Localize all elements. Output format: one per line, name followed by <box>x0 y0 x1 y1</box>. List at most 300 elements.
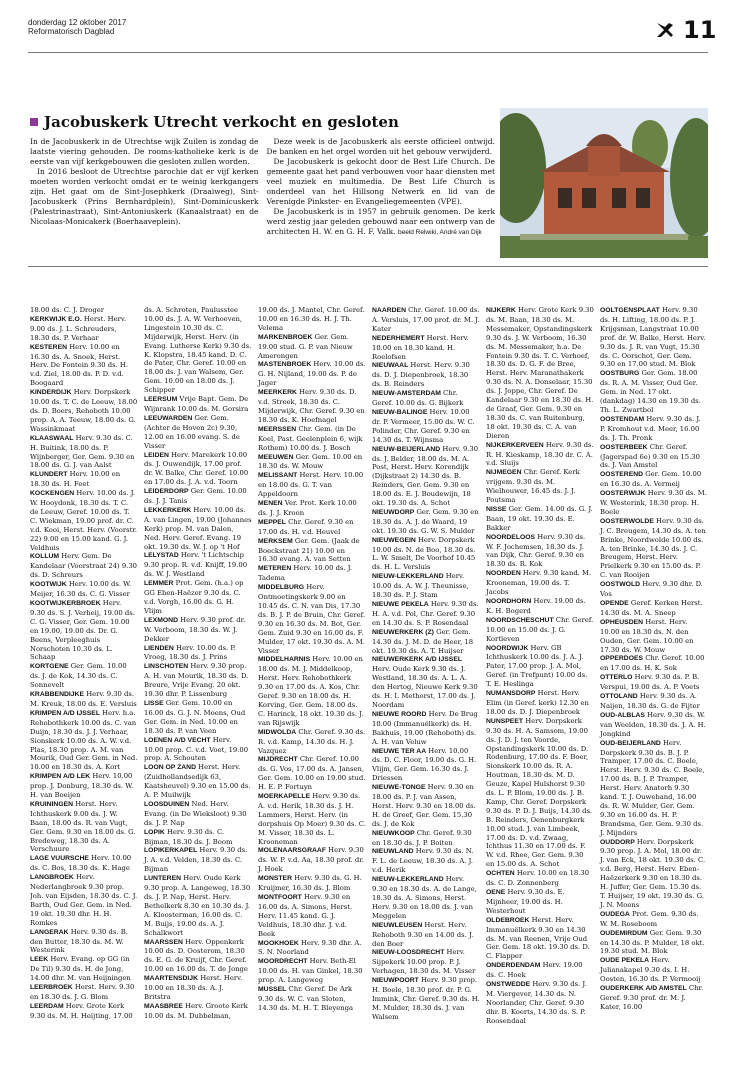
listing-place: MIDDELHARNIS <box>258 656 311 664</box>
service-listing <box>258 939 366 958</box>
service-listing <box>486 533 594 570</box>
listing-place: ONSTWEDDE <box>486 981 531 989</box>
listing-text: Ger. Gem. (Achter de Hoven 2c) 9.30, 12.00 en 16.00 evang. S. de Visser <box>144 413 240 450</box>
listing-place: OUDEGA <box>600 910 630 918</box>
service-listing <box>600 692 708 711</box>
service-listing <box>486 689 594 717</box>
service-listing <box>600 654 708 673</box>
article-headline <box>30 113 399 132</box>
page-header-info <box>28 18 126 36</box>
listing-place: MERKSEM <box>258 537 293 545</box>
listing-place: KOLLUM <box>30 553 60 561</box>
listing-text: Herv. 19.00 ds. K. H. Bogerd <box>486 597 586 615</box>
listing-place: MOERKAPELLE <box>258 793 311 801</box>
listing-place: NOORDWIJK <box>486 644 529 652</box>
listing-text: Herv. 10.00 ds. W. Meijer, 16.30 ds. C. G. Visser <box>30 580 132 599</box>
listing-place: NIEUW-LEKKERLAND <box>372 573 444 581</box>
listing-text: Herst. Herv. Ichthuskerk 9.00 ds. J. W. Baan, 18.00 ds. R. van Vugt, Ger. Gem. 9.30 en 18.00 ds. G. Bredeweg, 18.30 ds. A. Verschuure <box>30 799 136 854</box>
listing-text: Herv. 9.30 ds. A. Naijen, 18.30 ds. G. de Fijter <box>600 692 700 710</box>
service-listing <box>30 662 138 690</box>
service-listing <box>258 499 366 518</box>
listing-place: MUSSEL <box>258 986 287 994</box>
service-listing <box>486 505 594 533</box>
listing-place: MOORDRECHT <box>258 958 308 966</box>
listing-place: OOLTGENSPLAAT <box>600 307 660 314</box>
listing-place: OPPERDOES <box>600 655 644 663</box>
article-body <box>30 137 495 257</box>
listing-text: Herv. 9.30 prop. A. H. van Mourik, 18.30 ds. D. Breure, Vrije Evang. 20 okt. 19.30 dhr. P. Lissenburg <box>144 662 249 699</box>
listing-text: Herv. Sijpekerk 10.00 prop. P. J. Verhagen, 18.30 ds. M. Visser <box>372 948 476 976</box>
listing-place: MELISSANT <box>258 472 298 480</box>
service-listing <box>258 453 366 472</box>
service-listing <box>144 414 252 451</box>
listing-place: LOOSDUINEN <box>144 800 190 808</box>
service-listing <box>258 957 366 985</box>
listing-place: OCHTEN <box>486 870 515 878</box>
listing-place: NIEUWLAND <box>372 848 414 856</box>
article-title: Jacobuskerk Utrecht verkocht en gesloten <box>44 113 399 131</box>
service-listing <box>30 772 138 800</box>
article-paragraph: De Jacobuskerk is gekocht door de Best Life Church. De gemeente gaat het pand verbouwen voor haar diensten met veel muziek en multimedia. De Best Life Church is onderdeel van het Hillsong Netwerk en lid van de Verenigde Pinkster- en Evangeliegemeenten (VPE). <box>266 157 495 206</box>
listing-place: KRUININGEN <box>30 800 74 808</box>
listing-text: Herv. 9.30 en 18.30 ds. A. de Lange, 18.30 ds. A. Simons, Herst. Herv. 9.30 en 18.00 ds. J. van Meggelen <box>372 875 477 920</box>
service-listing <box>144 644 252 663</box>
service-listing <box>486 869 594 888</box>
listing-text: Herv. 9.30 ds. M. W. Westerink, 18.30 prop. H. Boele <box>600 489 707 516</box>
service-listing <box>258 518 366 537</box>
listing-text: Herv. Evang. op GG (in De Til) 9.30 ds. H. de Jong, 14.00 dhr. M. van Heijningen <box>30 955 131 983</box>
listing-text: Herv. 10.00 ds. C. Bos, 18.30 ds. K. Hage <box>30 854 132 873</box>
service-listing <box>486 916 594 962</box>
listing-place: NIJKERKERVEEN <box>486 441 544 449</box>
listing-place: NIEUWE TER AA <box>372 747 427 755</box>
service-listing <box>372 628 480 656</box>
service-listing <box>600 470 708 489</box>
listing-text: Herv. Gem. De Kandelaar (Voorstraat 24) 9.30 ds. D. Schreurs <box>30 552 137 580</box>
listing-text: Ger. Gem. 18.00 ds. R. A. M. Visser, Oud Ger. Gem. in Ned. 17 okt. (dankdag) 14.30 en 19.30 ds. Th. L. Zwartbol <box>600 369 701 414</box>
listing-text: Herv. GB Ichthuskerk 10.00 ds. J. A. J. Pater, 17.00 prop. J. A. Mol, Geref. (in Trefpunt) 10.00 ds. T. E. Heslinga <box>486 643 588 689</box>
service-listing <box>144 846 252 874</box>
service-listing <box>372 847 480 875</box>
listing-place: NIEUWERKERK (Z) <box>372 628 434 636</box>
listing-place: NEDERHEMERT <box>372 334 425 342</box>
listing-text: Ned. Herv. Evang. (in De Wieksloot) 9.30 ds. J. P. Nap <box>144 799 247 827</box>
service-listing <box>372 508 480 536</box>
listing-place: OENE <box>486 889 506 896</box>
listing-text: Herv. 10.00 en 18.00 ds. M. J. Middelkoop, Herst. Herv. Rehobothkerk 9.30 en 17.00 ds. A. Kos, Chr. Geref. 9.30 en 18.00 ds. H. Korving, Ger. Gem. 18.00 ds. C. Harinck, 18 okt. 19.30 ds. J. van Rijswijk <box>258 655 364 727</box>
listing-place: NIEUWAAL <box>372 362 409 370</box>
listing-text: Herv. 9.30 ds. C. Bijman, 18.30 ds. J. Boom <box>144 827 233 846</box>
service-listing <box>144 828 252 847</box>
service-listing <box>258 728 366 756</box>
listing-text: Chr. Geref. 9.30 en 18.30 ds. J. P. Boiten <box>372 828 472 847</box>
listing-text: Herv. Dorpskerk 10.00 ds. T. C. de Leeuw, 18.00 ds. D. Boers, Rehoboth 10.00 prop. A. A. Teeuw, 18.00 ds. G. Wassinkmaat <box>30 388 138 433</box>
service-listing <box>486 597 594 616</box>
service-listing <box>372 334 480 362</box>
listing-text: Ger. Gem. (Jaak de Boeckstraat 21) 10.00 en 16.30 evang. A. van Setten <box>258 536 360 564</box>
service-listing <box>144 974 252 1002</box>
service-listing <box>486 888 594 916</box>
listing-text: Herv. 9.30 ds. D. v.d. Streek, 18.30 ds. C. Mijderwijk, Chr. Geref. 9.30 en 18.30 ds. K. Hoefnagel <box>258 388 365 424</box>
listing-place: MAASBREE <box>144 1002 183 1010</box>
listing-text: Prot. Gem. (h.a.) op GG Eben-Haëzer 9.30 ds. C. v.d. Vorgh, 16.00 ds. G. H. Vlijm <box>144 579 244 615</box>
service-listing <box>258 564 366 583</box>
service-listing <box>258 333 366 361</box>
listing-place: LIENDEN <box>144 644 174 652</box>
service-listing <box>372 445 480 508</box>
service-listing <box>600 489 708 517</box>
listing-place: NISSE <box>486 505 507 513</box>
listing-text: Herv. 10.00 dr. P. Vermeer, 15.00 ds. W. C. Polinder, Chr. Geref. 9.30 en 14.30 ds. T. Wijnsma <box>372 407 475 444</box>
service-listing <box>144 579 252 616</box>
service-listing <box>372 389 480 408</box>
service-listing <box>258 792 366 846</box>
service-listing <box>372 875 480 921</box>
listing-text: Herv. 10.00 prop. C. v.d. Voet, 19.00 prop. A. Schouten <box>144 735 249 763</box>
listing-place: METEREN <box>258 565 292 573</box>
listing-text: Ger. Gem. 10.00 en 16.00 ds. G. J. N. Moens, Oud Ger. Gem. in Ned. 10.00 en 18.30 ds. P. van Veen <box>144 698 246 735</box>
listing-text: Herv. Julianakapel 9.30 ds. I. H. Oosten, 16.30 ds. P. Vermooij <box>600 956 701 984</box>
listing-text: Herv. Oppenkerk 10.00 ds. D. Oosterom, 18.30 ds. E. G. de Kruijf, Chr. Geref. 10.00 en 16.00 ds. T. de Jonge <box>144 937 248 974</box>
service-listing <box>486 569 594 597</box>
service-listing <box>258 985 366 1013</box>
listing-place: OOSTEREND <box>600 471 644 479</box>
listing-text: Herv. 9.30 ds. R. H. Kieskamp, 18.30 dr. C. A. v.d. Sluijs <box>486 440 594 468</box>
article-paragraph: In de Jacobuskerk in de Utrechtse wijk Zuilen is zondag de laatste viering gehouden. De rooms-katholieke kerk is de eerste van vijf kerkgebouwen die gesloten zullen worden. <box>30 137 259 166</box>
listing-place: LEIDEN <box>144 451 169 459</box>
service-listing <box>144 551 252 579</box>
service-listing <box>30 489 138 552</box>
listing-text: Chr. Geref. 9.30 en 17.00 ds. H. v.d. Heuvel <box>258 517 354 536</box>
service-listing <box>144 395 252 414</box>
service-listing <box>30 983 138 1002</box>
listing-text: Herst. Herv. 9.30 en 18.30 ds. J. G. Blom <box>30 983 135 1001</box>
listing-place: LEERSUM <box>144 396 178 404</box>
article-divider <box>28 266 708 267</box>
listing-place: LELYSTAD <box>144 552 179 560</box>
listing-text: Herv. 10.00 ds. A. van Lingen, 19.00 (Johannes Kerk) prop. M. van Dalen, Ned. Herv. Geref. Evang. 19 okt. 19.30 ds. W. J. op 't Hof <box>144 505 252 551</box>
listing-place: LANGERAK <box>30 928 69 936</box>
service-listing <box>486 717 594 869</box>
listing-text: Ger. Gem. 19.00 stud. G. P. van Nieuw Amerongen <box>258 332 353 360</box>
listing-text: Chr. Geref. (Jagerspad 6e) 9.30 en 15.30 ds. J. Van Amstel <box>600 442 700 470</box>
listing-place: OOSTENDAM <box>600 415 645 423</box>
service-listing <box>372 783 480 829</box>
listing-text: Herv. 9.30 ds. J. P. Kromhout v.d. Meer, 16.00 ds. J. Th. Pronk <box>600 414 701 442</box>
listing-place: NIEUW-AMSTERDAM <box>372 390 441 398</box>
service-listing <box>372 655 480 709</box>
listing-place: MIDWOLDA <box>258 728 297 736</box>
listing-place: NIJKERK <box>486 307 516 314</box>
listing-text: Herv. 10.00 prop. J. Donburg, 18.30 ds. W. H. van Boeijen <box>30 772 134 800</box>
listing-place: KOOTWIJKERBROEK <box>30 600 101 607</box>
service-listing <box>144 506 252 552</box>
listing-place: LINSCHOTEN <box>144 663 189 671</box>
service-listing <box>372 361 480 389</box>
listing-place: KRABBENDIJKE <box>30 691 85 699</box>
listing-text: Herv. 10.00 ds. D. C. Floor, 19.00 ds. G. H. Vlijm, Ger. Gem. 16.30 ds. J. Driessen <box>372 746 477 783</box>
listing-text: Herv. 9.30 ds. A. v.d. Herik, 18.30 ds. J. H. Lammers, Herst. Herv. (in dorpshuis Op Moer) 9.30 ds. C. M. Visser, 18.30 ds. L. Krooneman <box>258 792 366 846</box>
listing-place: NIEUW-LEKKERLAND <box>372 876 444 884</box>
listing-text: Ger. Gem. 10.00 en 16.30 ds. A. Vermeij <box>600 470 702 489</box>
listing-text: Herv. 9.30 ds. M. Kreuk, 18.00 ds. E. Versluis <box>30 690 137 708</box>
service-listing <box>144 699 252 736</box>
listing-text: Chr. Geref. De Ark 9.30 ds. W. C. van Sloten, 14.30 ds. M. H. T. Bleyenga <box>258 985 353 1012</box>
listing-place: NAARDEN <box>372 307 406 314</box>
service-listing <box>258 874 366 893</box>
listing-text: Herv. Oude Kerk 9.30 ds. J. Westland, 18.30 ds. A. L. A. den Hertog, Nieuwe Kerk 9.30 ds. H. I. Methorst, 17.00 ds. J. Noordam <box>372 665 478 709</box>
listing-text: Chr. Geref. 10.00 en 17.00 ds. H. K. Sok <box>600 654 705 673</box>
listing-place: NIEUWE ROORD <box>372 710 427 718</box>
listing-place: OTTERLO <box>600 674 633 682</box>
listing-place: ONDERDENDAM <box>486 962 541 970</box>
listing-text: Herv. 9.30 ds. J. Belder, 18.00 ds. M. A. Post, Herst. Herv. Korendijk (Dijkstraat 2) 14.30 ds. B. Reinders, Ger. Gem. 9.30 en 18.00 ds. E. J. Boudewijn, 18 okt. 19.30 ds. A. Schot <box>372 444 479 508</box>
service-listing <box>600 711 708 739</box>
service-listing <box>486 441 594 469</box>
listing-text: Chr. Geref. 10.00 ds. A. Versluis, 17.00 prof. dr. M. J. Kater <box>372 306 480 333</box>
listing-place: MARKENBROEK <box>258 333 313 341</box>
service-listing <box>258 655 366 727</box>
service-listing <box>600 369 708 415</box>
listing-text: Herst. Herv. 10.00 en 18.00 ds. G. T. van Appeldoorn <box>258 471 364 499</box>
listing-place: LOON OP ZAND <box>144 764 196 772</box>
listing-text: Herv. 9.30 ds. W. van Weelden, 18.30 ds. J. A. H. Jongkind <box>600 710 706 738</box>
listing-place: NIEUWKOOP <box>372 829 415 837</box>
listing-place: KRIMPEN A/D LEK <box>30 773 91 781</box>
listing-place: MEERSSEN <box>258 425 297 433</box>
listing-text: Geref. Kerken Herst. 14.30 ds. M. A. Sneep <box>600 599 703 617</box>
listing-place: LOPIK <box>144 828 165 836</box>
listing-text: Prot. Gem. 9.30 ds. W. M. Roseboom <box>600 909 699 928</box>
listing-text: Herst. Herv. (Zuidhollandsedijk 63, Kaatsheuvel) 9.30 en 15.00 ds. A. P. Muilwijk <box>144 763 251 800</box>
listing-text: Herst. Herv. Rehoboth 9.30 en 14.00 ds. J. den Boer <box>372 920 474 948</box>
listing-text: Chr. Gem. (in De Koel, Past. Geelenplein 6, wijk Rothem) 10.00 ds. J. Bosch <box>258 424 363 452</box>
church-photo <box>500 108 708 258</box>
service-listing <box>600 306 708 369</box>
listing-place: OOSTERWIJK <box>600 490 646 498</box>
listing-text: Chr. Geref. Kerk vrijgem. 9.30 ds. M. Wielhouwer, 16.45 ds. J. J. Poutsma <box>486 468 580 505</box>
listing-text: Ger. Gem. 14.30 ds. J. M. D. de Heer, 18 okt. 19.30 ds. A. T. Huijser <box>372 627 474 655</box>
article-paragraph-text: De Jacobuskerk is in 1957 in gebruik genomen. De kerk werd zestig jaar geleden gebouwd naar een ontwerp van de architecten H. W. en G. H. F. Valk. <box>266 207 495 236</box>
listing-place: LEIDERDORP <box>144 488 189 496</box>
listing-place: OUDDORP <box>600 838 635 846</box>
service-listing <box>372 600 480 628</box>
service-listing <box>600 739 708 838</box>
service-listing <box>486 644 594 690</box>
service-listing <box>600 443 708 471</box>
service-listing <box>372 306 480 334</box>
listing-text: Ger. Gem. 10.00 ds. J. de Kok, 14.30 ds. C. Sonnevelt <box>30 662 127 690</box>
listing-text: 18.00 ds. C. J. Droger <box>30 306 104 314</box>
listing-text: Ger. Gem. 10.00 ds. J. J. Tanis <box>144 487 247 506</box>
listing-place: MEEUWEN <box>258 453 294 461</box>
service-listing <box>486 961 594 980</box>
newspaper-name: Reformatorisch Dagblad <box>28 27 115 36</box>
listing-place: NUMANSDORP <box>486 690 536 698</box>
listing-text: Vrije Bapt. Gem. De Wijnrank 10.00 ds. M. Gorsira <box>144 395 249 413</box>
service-listing <box>372 536 480 573</box>
listing-place: MAARTENSDIJK <box>144 975 199 983</box>
service-listing <box>144 451 252 488</box>
listing-text: Herv. 10.00 ds. J. W. Hooydonk, 18.30 ds. T. C. de Leeuw, Geref. 10.00 ds. T. C. Wiekman, 19.00 prof. dr. C. v.d. Kooi, Herst. Herv. (Voorstr. 22) 9.00 en 15.00 kand. G. J. Veldhuis <box>30 489 137 552</box>
listing-text: Herv. 9.30 ds. J. A. v.d. Velden, 18.30 ds. C. Bijman <box>144 846 248 874</box>
service-listing <box>372 408 480 445</box>
listing-place: KESTEREN <box>30 343 68 351</box>
listing-place: NOORDSCHESCHUT <box>486 616 554 624</box>
listing-place: LEEK <box>30 956 49 964</box>
listing-place: KERKWIJK E.O. <box>30 315 82 323</box>
article-paragraph <box>267 207 496 238</box>
listing-place: LEERBROEK <box>30 984 73 992</box>
listing-text: Chr. Geref. 10.00 ds. G. Vos, 17.00 ds. A. Jansen, Ger. Gem. 10.00 en 19.00 stud. H. E. P. Fortuyn <box>258 755 366 792</box>
listing-text: Chr. Geref. 9.30 prof. dr. M. J. Kater, 16.00 <box>600 984 704 1011</box>
listing-text: Herv. Grote Kerk 9.30 ds. M. H. Heijting, 17.00 ds. A. Schroten, Paulusstee 10.00 ds. J. A. W. Verhoeven, Lingestein 10.30 ds. C. Mijderwijk, Herst. Herv. (in Evang. Lutherse Kerk) 9.30 ds. K. Klopstra, 18.45 kand. D. C. de Pater, Chr. Geref. 10.00 en 18.00 ds. J. van Walsem, Ger. Gem. 10.00 en 18.00 ds. J. Schipper <box>30 306 252 1020</box>
service-listing <box>258 583 366 655</box>
listing-place: MENEN <box>258 500 283 508</box>
listing-text: Herv. 10.00 en 18.30 ds. C. D. Zonnenberg <box>486 869 590 888</box>
listing-place: NIJMEGEN <box>486 469 522 477</box>
service-listing <box>486 306 594 441</box>
article-paragraph: Deze week is de Jacobuskerk als eerste officieel ontwijd. De banken en het orgel worden uit het gebouw verwijderd. <box>266 137 495 156</box>
listing-text: Herv. Ontmoetingskerk 9.00 en 10.45 ds. C. N. van Dis, 17.30 ds. B. J. P. de Bruin, Chr. Geref. 9.30 en 16.30 ds. M. Bot, Ger. Gem. Zuid 9.30 en 16.00 ds. F. Mulder, 17 okt. 19.30 ds. A. M. Visser <box>258 583 366 655</box>
service-listing <box>600 618 708 655</box>
rd-brand-mark-icon <box>655 20 675 40</box>
service-listing <box>30 873 138 927</box>
listing-place: NIEUW-BALINGE <box>372 408 428 416</box>
service-listing <box>30 388 138 434</box>
listing-text: Herv. 9.30 prop. H. Boele, 18.30 prof. dr. P. G. Immink, Chr. Geref. 9.30 ds. H. M. Mulder, 18.30 ds. J. van Walsem <box>372 976 480 1021</box>
listing-place: OUDE PEKELA <box>600 957 650 965</box>
listing-place: LAGE VUURSCHE <box>30 855 89 863</box>
listing-place: NOORDEN <box>486 570 521 578</box>
service-listing <box>372 572 480 600</box>
listing-place: KORTGENE <box>30 663 69 671</box>
listing-place: KLAASWAAL <box>30 434 74 442</box>
listing-place: NIEUWERKERK A/D IJSSEL <box>372 656 463 664</box>
listing-place: OOSTERWOLDE <box>600 517 654 525</box>
service-listing <box>144 763 252 800</box>
service-listing <box>30 928 138 956</box>
listing-place: MOOKHOEK <box>258 939 299 947</box>
service-listing <box>600 929 708 957</box>
listing-place: OOSTWOLD <box>600 581 641 589</box>
listing-text: Ger. Gem. 14.00 ds. G. J. Baan, 19 okt. 19.30 ds. E. Bakker <box>486 504 593 532</box>
service-listing <box>600 415 708 443</box>
service-listing <box>30 580 138 599</box>
listing-text: Herv. 9.30 ds. H. Lifting, 18.00 ds. P. J. Krijgsman, Langstraat 10.00 prof. dr. W. Balke, Herst. Herv. 9.30 ds. J. R. van Vugt, 15.30 ds. C. Oorschot, Ger. Gem. 9.30 en 17.00 stud. M. Blok <box>600 306 706 369</box>
service-listing <box>600 984 708 1012</box>
service-listing <box>258 755 366 792</box>
service-listing <box>144 800 252 828</box>
listing-text: Herst. Herv. 9.00 ds. J. L. Schreuders, 18.30 ds. P. Verhaar <box>30 314 127 342</box>
service-listing <box>30 709 138 772</box>
listing-place: OUD-ALBLAS <box>600 711 645 719</box>
service-listing <box>372 976 480 1022</box>
listing-text: Herv. 9.30 dhr. D. Vos <box>600 580 703 599</box>
listing-place: LEMMER <box>144 580 174 588</box>
listing-text: Herst. Herv. 9.30 ds. D. J. Diepenbroek, 18.30 ds. B. Reinders <box>372 361 470 389</box>
listing-place: OPENDE <box>600 600 629 607</box>
service-listing <box>486 980 594 1026</box>
listing-place: LEEUWARDEN <box>144 414 193 422</box>
service-listing <box>486 468 594 505</box>
listing-place: OUDERKERK A/D AMSTEL <box>600 985 687 993</box>
listing-place: LUNTEREN <box>144 875 182 883</box>
listing-place: LEXMOND <box>144 616 178 624</box>
listing-text: Herv. Beth-El 10.00 ds. H. van Ginkel, 18.30 prop. A. Langeweg <box>258 957 363 985</box>
listing-place: KRIMPEN A/D IJSSEL <box>30 709 100 717</box>
listing-text: Herv. 9.30 ds. W. P. v.d. Aa, 18.30 prof. dr. J. Hoek <box>258 846 364 874</box>
listing-place: NIEUW-LOOSDRECHT <box>372 949 445 957</box>
listing-text: Herv. Nederlangbroek 9.30 prop. Joh. van Eijsden, 18.30 ds. C. J. Barth, Oud Ger. Gem. in Ned. 19 okt. 19.30 dhr. H. H. Romkes <box>30 873 138 927</box>
service-listing <box>144 616 252 644</box>
listing-text: Herv. De Brug 10.00 (Immanuëlkerk) ds. H. Bakhuis, 19.00 (Rehoboth) ds. A. H. van Veluw <box>372 709 478 746</box>
listing-place: MAARSSEN <box>144 938 183 946</box>
listing-text: Herv. Marekerk 10.00 ds. J. Ouwendijk, 17.00 prof. dr. W. Balke, Chr. Geref. 10.00 en 17.00 ds. J. A. v.d. Toorn <box>144 450 249 487</box>
listing-place: NIEUWE-TONGE <box>372 784 426 792</box>
listing-place: LANGBROEK <box>30 874 74 882</box>
service-listing <box>258 425 366 453</box>
listing-text: Ger. Gem. 9.30 en 18.30 ds. A. J. de Waard, 19 okt. 19.30 ds. G. W. S. Mulder <box>372 507 479 535</box>
service-listing <box>258 388 366 425</box>
listing-text: Herv. 9.30 ds. E. Mijnheer, 19.00 ds. H. Westerhout <box>486 888 565 915</box>
listing-text: Herv. 19.00 ds. C. Hoek <box>486 961 583 980</box>
listing-place: NIEUWEGEIN <box>372 536 416 544</box>
listing-text: Herv. 9.30 ds. S. J. Verheij, 19.00 ds. C. G. Visser, Ger. Gem. 10.00 en 19.00, 19.00 ds. Dr. G. Beens, Verpleeghuis Norschoten 10.30 ds. L. Schaap <box>30 599 135 662</box>
listing-place: KINDERDIJK <box>30 389 72 397</box>
listing-text: Herv. 9.30 en 18.00 ds. P. J. van Assen, Herst. Herv. 9.30 en 18.00 ds. H. de Greef, Ger. Gem. 15.30 ds. J. de Kok <box>372 783 476 828</box>
listing-place: OOSTERBEEK <box>600 443 648 451</box>
listing-text: Herv. 9.30 en 16.00 ds. A. Simons, Herst. Herv. 11.45 kand. G. J. Veldhuis, 18.30 dhr. J. v.d. Beek <box>258 893 353 938</box>
listing-text: Herv. Grote Kerk 9.30 ds. M. Baan, 18.30 ds. M. Messemaker, Opstandingskerk 9.30 ds. J. W. Verboom, 16.30 ds. M. Messemaker, h.a. De Fontein 9.30 ds. T. C. Verhoef, 18.30 ds. D. G. F. de Bree, Herst. Herv. Maranathakerk 9.30 ds. N. A. Donselaar, 15.30 ds. J. Joppe, Chr. Geref. De Kandelaar 9.30 en 18.30 ds. H. de Graaf, Ger. Gem. 9.30 en 18.30 ds. C. van Ruitenburg, 18 okt. 19.30 ds. C. A. van Dieren <box>486 306 594 440</box>
listing-place: NIEUWE PEKELA <box>372 601 429 608</box>
service-listing <box>600 599 708 618</box>
service-listing <box>600 838 708 910</box>
service-listing <box>144 938 252 975</box>
listing-text: Herst. Herv. 10.00 en 18.30 ds. A. J. Britstra <box>144 974 243 1001</box>
service-listing <box>30 434 138 471</box>
listing-text: Herv. Dorpskerk 9.30 ds. B. J. P. Tramper, 17.00 ds. C. Boele, Herst. Herv. 9.30 ds. C. Boele, 17.00 ds. B. J. P. Tramper, Herst. Herv. Anatorh 9.30 kand. T. J. Ouweband, 16.00 ds. R. W. Mulder, Ger. Gem. 9.30 en 16.00 ds. H. P. Brandsma, Ger. Gem. 9.30 ds. J. Mijnders <box>600 738 705 837</box>
listing-place: LISSE <box>144 699 164 707</box>
listing-text: Herv. 9.30 ds. J. M. Viergever, 14.30 ds. N. Noorlander, Chr. Geref. 9.30 dhr. B. Koerts, 14.30 ds. S. P. Roosendaal <box>486 980 587 1025</box>
service-listing <box>600 517 708 580</box>
listing-text: Herv. 9.30 ds. J. C. Breugem, 14.30 ds. A. ten Brinke, Noordwolde 10.00 ds. A. ten Brinke, 14.30 ds. J. C. Breugem, Herst. Herv. Prielkerk 9.30 en 15.00 ds. P. C. van Rooijen <box>600 516 706 580</box>
listing-text: Herst. Herv. 10.00 en 18.30 kand. H. Roelofsen <box>372 333 469 361</box>
listing-text: Herst. Herv. 10.00 en 18.30 ds. N. den Ouden, Ger. Gem. 10.00 en 17.30 ds. W. Mouw <box>600 617 694 654</box>
listing-text: Herv. Dorpskerk 9.30 ds. H. A. Samsom, 19.00 ds. J. D. J. ten Voorde, Opstandingskerk 10.00 ds. D. Rodenburg, 17.00 ds. F. Boer, Sionskerk 10.00 ds. R. A. Houtman, 18.30 ds. M. D. Geuze, Kapel Hulshorst 9.30 ds. L. P. Blom, 19.00 ds. J. B. Kamp, Chr. Geref. Dorpskerk 9.30 ds. P. D. J. Buijs, 14.30 ds. B. Reinders, Oenenburgkerk 10.00 stud. J. van Limbeek, 17.00 ds. D. v.d. Zwaag, Ichthus 11.30 en 17.00 ds. F. W. v.d. Rhee, Ger. Gem. 9.30 en 15.00 ds. A. Schot <box>486 716 593 869</box>
listing-place: MEERKERK <box>258 389 297 397</box>
service-listing <box>600 910 708 929</box>
church-services-listings <box>30 306 708 1058</box>
listing-place: NOORDHORN <box>486 598 532 605</box>
service-listing <box>372 747 480 784</box>
listing-text: Herv. 10.00 ds. J. Tadema <box>258 564 353 583</box>
service-listing <box>372 948 480 976</box>
listing-text: Herv. 9.30 ds. C. H. Buitink, 18.00 ds. P. Wijnberger, Ger. Gem. 9.30 en 18.00 ds. G. J. van Aalst <box>30 433 135 470</box>
headline-marker-icon <box>30 118 38 126</box>
service-listing <box>372 829 480 848</box>
listing-place: NIEUWDORP <box>372 508 415 516</box>
listing-place: KOCKENGEN <box>30 490 75 498</box>
listing-place: KOOTWIJK <box>30 581 67 589</box>
listing-text: Ver. Prot. Kerk 10.00 ds. J. J. Kroon <box>258 499 357 517</box>
service-listing <box>144 874 252 937</box>
listing-text: Herv. h.a. Rehobothkerk 10.00 ds. C. van Duijn, 18.30 ds. J. J. Verhaar, Sionskerk 10.00 ds. A. W. v.d. Plas, 18.30 prop. A. M. van Mourik, Oud Ger. Gem. in Ned. 10.00 en 18.30 ds. A. Kort <box>30 708 138 772</box>
listing-place: LOENEN A/D VECHT <box>144 736 211 744</box>
listing-place: OUDEMIRDUM <box>600 929 648 937</box>
listing-text: Herv. 9.30 ds. H. A. v.d. Pol, Chr. Geref. 9.30 en 14.30 ds. S. P. Rosendaal <box>372 600 479 627</box>
service-listing <box>372 921 480 949</box>
